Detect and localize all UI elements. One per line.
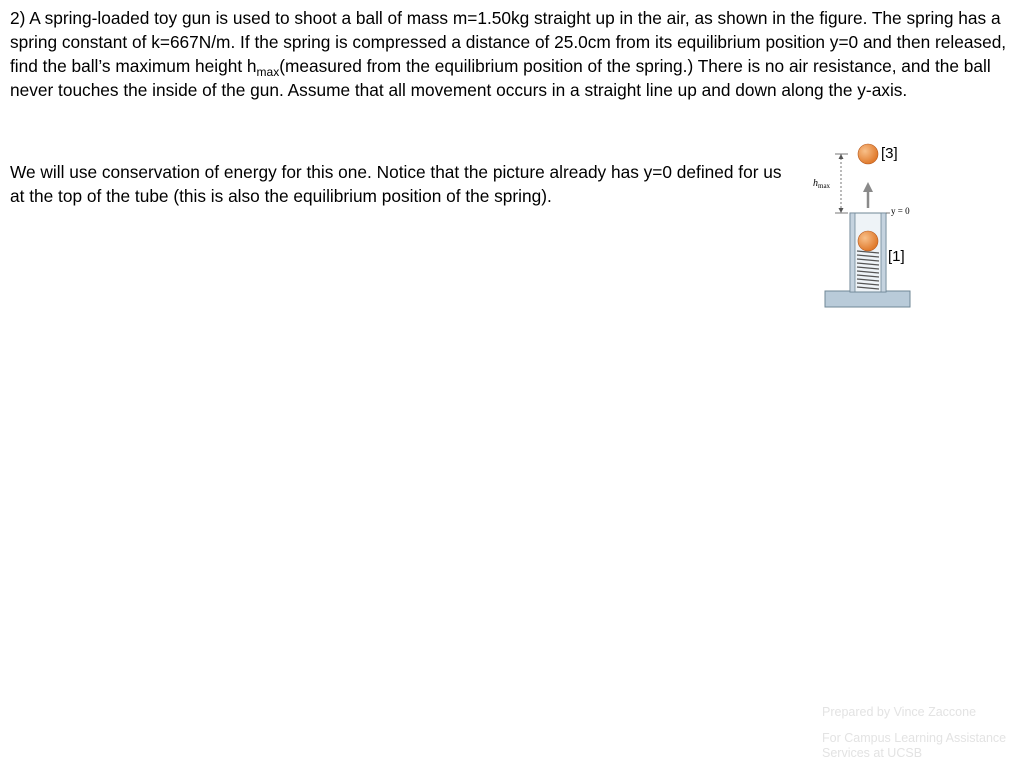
problem-text-part-1: 2) A spring-loaded toy gun is used to shoot a ball of mass m=1.50kg straight up in the air, as shown in the figure. The spring has a spring constant of k=667N/m. If the spring is compressed a distance of 25.0cm from its equilibrium position y=0 and then released, find the ball’s maximum height h [10, 8, 1007, 76]
hmax-label: $h_{max}$ [813, 178, 831, 190]
position-tag-1: [1] [888, 248, 905, 265]
hmax-subscript: max [256, 65, 280, 79]
ball-compressed [858, 231, 878, 251]
ball-at-max-height [858, 144, 878, 164]
position-tag-3: [3] [881, 145, 898, 162]
prepared-by-credit: Prepared by Vince Zaccone [822, 705, 977, 719]
problem-statement [10, 6, 1014, 102]
tube-right-wall [881, 213, 886, 292]
campus-learning-credit: For Campus Learning Assistance Services at UCSB [822, 731, 1007, 760]
spring-gun-figure [800, 138, 930, 318]
explanation-text: We will use conservation of energy for this one. Notice that the picture already has y=0 defined for us at the top of the tube (this is also the equilibrium position of the spring). [10, 162, 782, 206]
spring-gun-diagram [800, 138, 930, 318]
upward-arrow-icon [863, 182, 873, 208]
hmax-dimension [835, 154, 848, 213]
problem-text-part-2: (measured from the equilibrium position of the spring.) There is no air resistance, and the ball never touches the inside of the gun. Assume that all movement occurs in a straight line up and down along the y-axis. [10, 56, 991, 100]
y0-label: y = 0 [891, 206, 910, 216]
gun-base [825, 291, 910, 307]
tube-left-wall [850, 213, 855, 292]
